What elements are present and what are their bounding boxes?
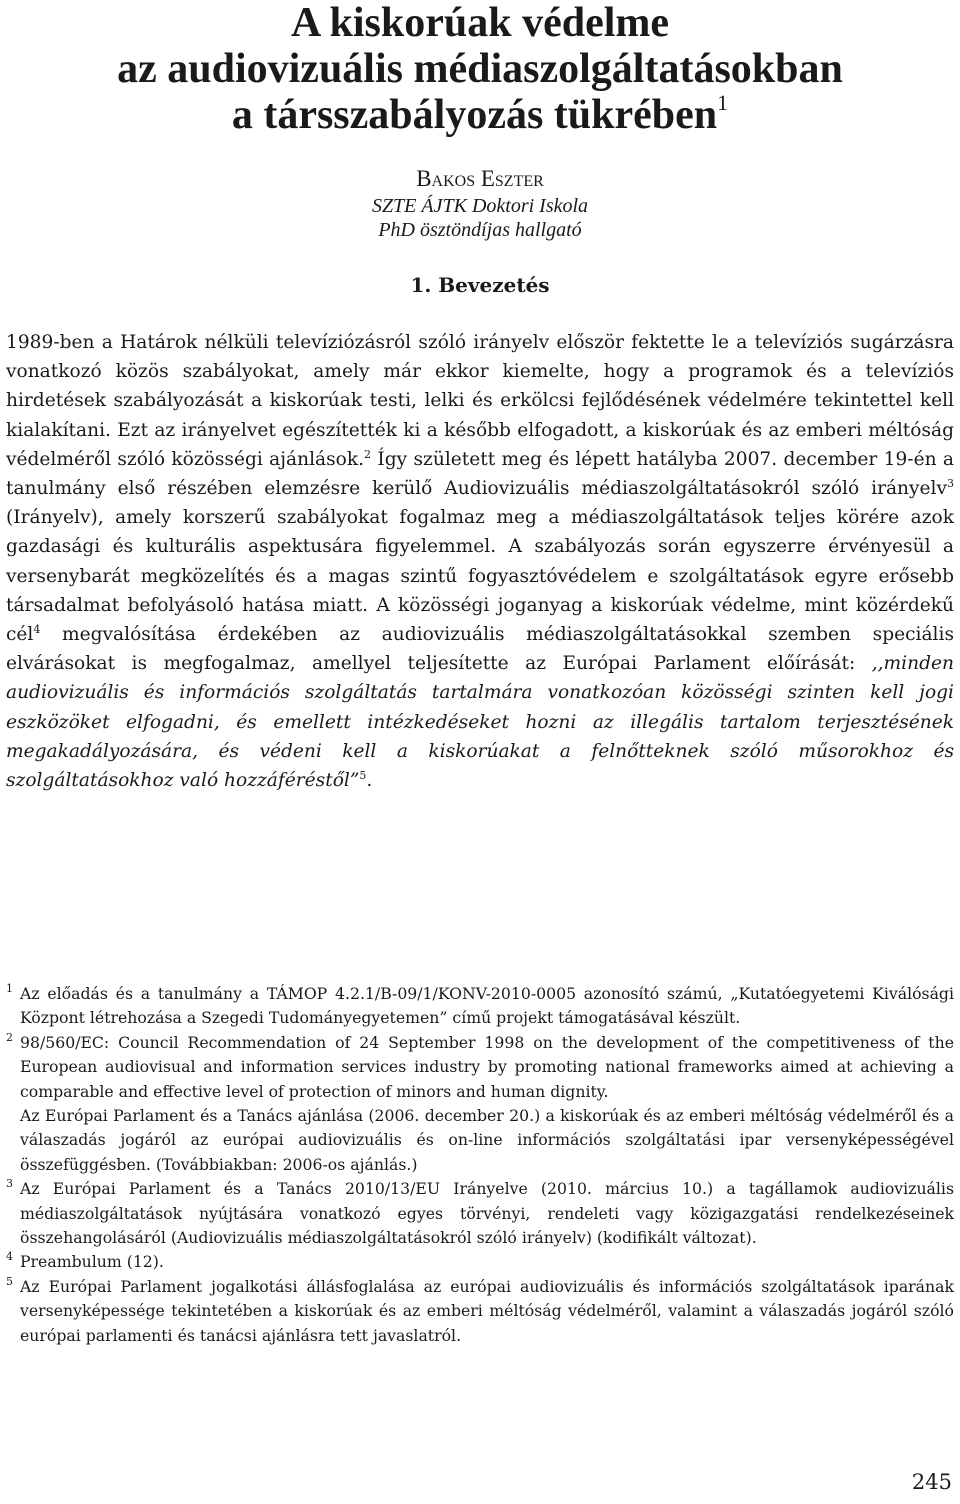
section-heading: 1. Bevezetés <box>410 273 550 297</box>
author-name: Bakos Eszter <box>416 166 544 191</box>
title-line-3 <box>0 92 960 138</box>
footnote-text: Az Európai Parlament jogalkotási állásfoglalása az európai audiovizuális és információs szolgáltatások iparának versenyképessége tekintetében a kiskorúak és az emberi méltóság védelméről, valamint a válaszadás jogáról szóló európai parlamenti és tanácsi ajánlásra tett javaslatról. <box>20 1276 954 1345</box>
footnote-text: 98/560/EC: Council Recommendation of 24 September 1998 on the development of the competitiveness of the European audiovisual and information services industry by promoting national frameworks aimed at achieving a comparable and effective level of protection of minors and human dignity. <box>20 1032 954 1101</box>
footnote-ref-5[interactable]: 5 <box>359 769 367 783</box>
footnote-2-continuation: Az Európai Parlament és a Tanács ajánlása (2006. december 20.) a kiskorúak és az emberi méltóság védelméről és a válaszadás jogáról az európai audiovizuális és on-line információs szolgáltatási ipar versenyképességével összefüggésben. (Továbbiakban: 2006-os ajánlás.) <box>20 1106 954 1174</box>
footnote-2: 2 98/560/EC: Council Recommendation of 24 September 1998 on the development of the competitiveness of the European audiovisual and information services industry by promoting national frameworks aimed at achieving a comparable and effective level of protection of minors and human dignity. <box>6 1030 954 1101</box>
title-line-1: A kiskorúak védelme <box>290 0 670 46</box>
body-end: . <box>366 770 373 792</box>
footnote-ref-2[interactable]: 2 <box>364 447 372 461</box>
footnotes <box>6 982 954 1348</box>
author-affiliation-1: SZTE ÁJTK Doktori Iskola <box>371 195 589 217</box>
footnote-4: 4 Preambulum (12). <box>6 1250 164 1272</box>
footnote-ref-4[interactable]: 4 <box>33 623 41 637</box>
quoted-text: ,,minden audiovizuális és információs szolgáltatás tartalmára vonatkozóan közösségi szinten kell jogi eszközöket elfogadni, és emellett intézkedéseket hozni az illegális tartalom terjesztésének megakadályozására, és védeni kell a kiskorúakat a felnőtteknek szóló műsorokhoz és szolgáltatásokhoz való hozzáféréstől <box>6 653 954 792</box>
body-p3: (Irányelv), amely korszerű szabályokat fogalmaz meg a médiaszolgáltatások teljes körére azok gazdasági és kulturális aspektusára figyelemmel. A szabályozás során egyszerre érvényesül a versenybarát megközelítés és a magas szintű fogyasztóvédelem e szolgáltatások egyre erősebb társadalmat befolyásoló hatása miatt. A közösségi joganyag a kiskorúak védelme, mint közérdekű cél <box>6 507 954 646</box>
footnote-text: Az előadás és a tanulmány a TÁMOP 4.2.1/B-09/1/KONV-2010-0005 azonosító számú, „Kutatóegyetemi Kiválósági Központ létrehozása a Szegedi Tudományegyetemen” című projekt támogatásával készült. <box>20 984 954 1028</box>
body-paragraph <box>6 328 954 795</box>
article-title <box>0 0 960 138</box>
body-p1: 1989-ben a Határok nélküli televíziózásról szóló irányelv először fektette le a televíziós sugárzásra vonatkozó közös szabályokat, amely már ekkor kiemelte, hogy a programok és a televíziós hirdetések szabályozását a kiskorúak testi, lelki és erkölcsi fejlődésének védelmére tekintettel kell kialakítani. Ezt az irányelvet egészítették ki a később elfogadott, a kiskorúak és az emberi méltóság védelméről szóló közösségi ajánlások. <box>6 332 954 470</box>
footnote-ref-3[interactable]: 3 <box>947 477 954 491</box>
footnote-3: 3 Az Európai Parlament és a Tanács 2010/13/EU Irányelve (2010. március 10.) a tagállamok audiovizuális médiaszolgáltatások nyújtására vonatkozó egyes törvényi, rendeleti vagy közigazgatási rendelkezéseinek összehangolásáról (Audiovizuális médiaszolgáltatásokról szóló irányelv) (kodifikált változat). <box>6 1177 954 1248</box>
body-text <box>6 328 954 795</box>
quote-close: ” <box>349 770 360 792</box>
page-number: 245 <box>911 1470 952 1494</box>
footnote-text: Preambulum (12). <box>20 1252 164 1272</box>
body-p2: Így született meg és lépett hatályba 2007. december 19-én a tanulmány első részében elemzésre kerülő Audiovizuális médiaszolgáltatásokról szóló irányelv <box>6 448 954 500</box>
footnote-text: Az Európai Parlament és a Tanács 2010/13/EU Irányelve (2010. március 10.) a tagállamok audiovizuális médiaszolgáltatások nyújtására vonatkozó egyes törvényi, rendeleti vagy közigazgatási rendelkezéseinek összehangolásáról (Audiovizuális médiaszolgáltatásokról szóló irányelv) (kodifikált változat). <box>20 1179 954 1248</box>
author-affiliation-2: PhD ösztöndíjas hallgató <box>378 219 582 241</box>
title-line-2: az audiovizuális médiaszolgáltatásokban <box>117 46 843 92</box>
footnote-5: 5 Az Európai Parlament jogalkotási állásfoglalása az európai audiovizuális és információs szolgáltatások iparának versenyképessége tekintetében a kiskorúak és az emberi méltóság védelméről, valamint a válaszadás jogáról szóló európai parlamenti és tanácsi ajánlásra tett javaslatról. <box>6 1274 954 1345</box>
title-footnote-ref[interactable]: 1 <box>717 90 729 115</box>
title-line-3-text: a társszabályozás tükrében <box>231 92 718 138</box>
body-p4: megvalósítása érdekében az audiovizuális médiaszolgáltatásokkal szemben speciális elvárásokat is megfogalmaz, amellyel teljesítette az Európai Parlament előírását: <box>6 624 954 675</box>
footnote-1: 1 Az előadás és a tanulmány a TÁMOP 4.2.1/B-09/1/KONV-2010-0005 azonosító számú, „Kutatóegyetemi Kiválósági Központ létrehozása a Szegedi Tudományegyetemen” című projekt támogatásával készült. <box>6 982 954 1028</box>
